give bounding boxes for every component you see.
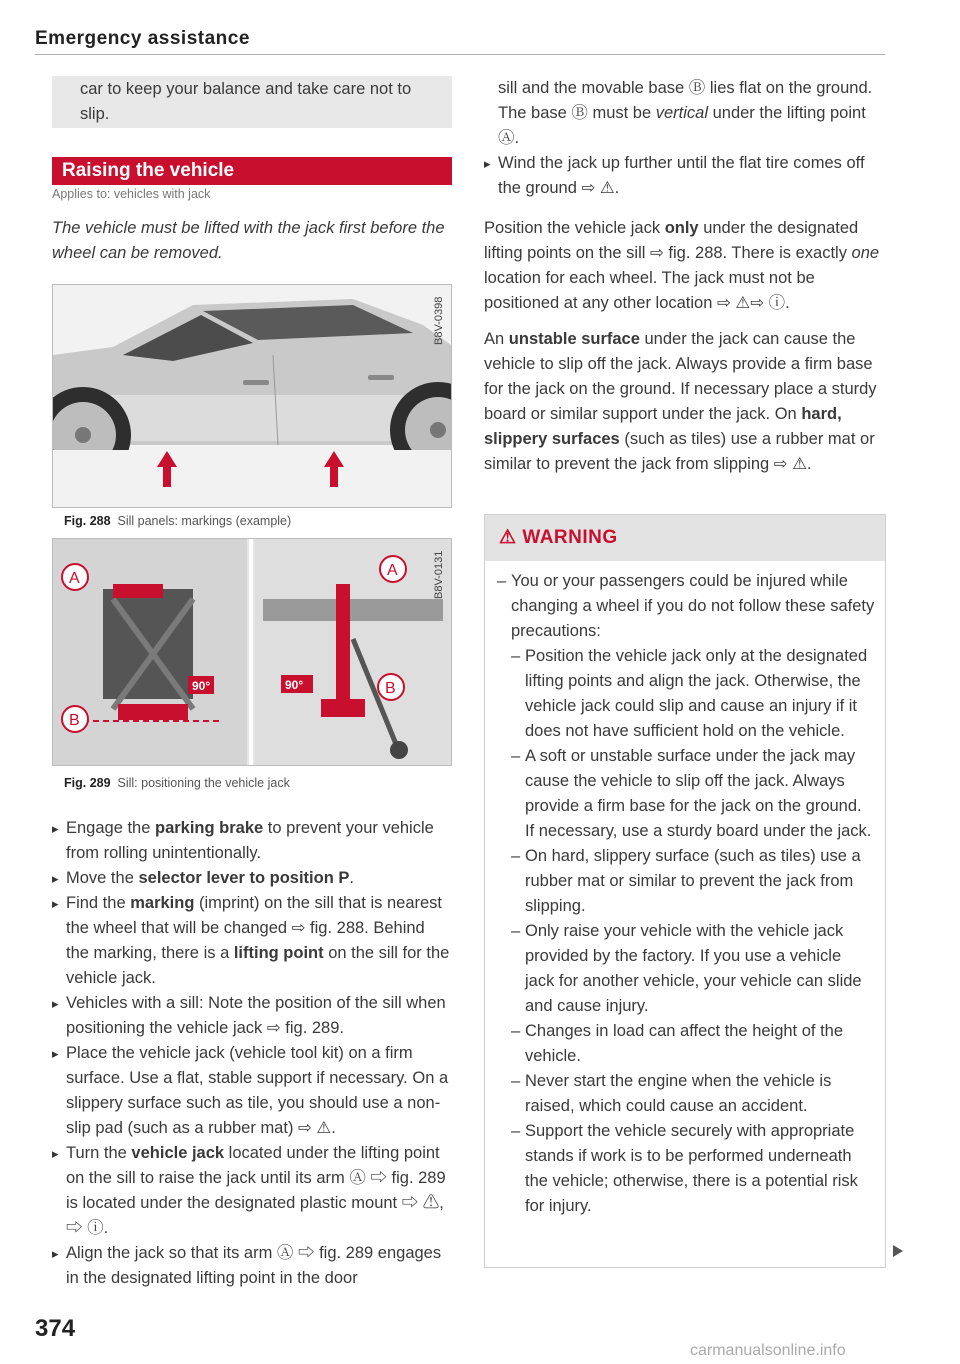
step-item: ▸ Turn the vehicle jack located under the lifting point on the sill to raise the jack until its arm Ⓐ ⇨ fig. 289 is located under the designated plastic mount ⇨ ⚠, ⇨ ⓘ. — [52, 1141, 452, 1241]
fig289-caption — [64, 776, 290, 790]
figure-288 — [52, 284, 452, 508]
section-lead: The vehicle must be lifted with the jack first before the wheel can be removed. — [52, 219, 445, 262]
warning-item: – Position the vehicle jack only at the designated lifting points and align the jack. Otherwise, the vehicle jack could slip and cause an injury if it does not have sufficient hold on the vehicle. — [497, 644, 875, 744]
step-item: ▸ Align the jack so that its arm Ⓐ ⇨ fig. 289 engages in the designated lifting point in the door — [52, 1241, 452, 1291]
warning-box — [484, 514, 886, 1268]
warning-triangle-icon: ⚠ — [499, 527, 517, 548]
step-item: ▸ Place the vehicle jack (vehicle tool kit) on a firm surface. Use a flat, stable support if necessary. On a slippery surface such as tile, you should use a non-slip pad (such as a rubber mat) ⇨ ⚠. — [52, 1041, 452, 1141]
warning-item: – On hard, slippery surface (such as tiles) use a rubber mat or similar to prevent the jack from slipping. — [497, 844, 875, 919]
page-number: 374 — [35, 1315, 76, 1342]
applies-to: Applies to: vehicles with jack — [52, 187, 211, 201]
continued-step: sill and the movable base Ⓑ lies flat on the ground. The base Ⓑ must be vertical under the lifting point Ⓐ. — [498, 79, 873, 147]
fig288-code: B8V-0398 — [433, 296, 445, 345]
warning-item: – Changes in load can affect the height of the vehicle. — [497, 1019, 875, 1069]
steps-list — [52, 816, 452, 1291]
unstable-paragraph: An unstable surface under the jack can cause the vehicle to slip off the jack. Always provide a firm base for the jack on the ground. If necessary place a sturdy board or similar support under the jack. On hard, slippery surfaces (such as tiles) use a rubber mat or similar to prevent the jack from slipping ⇨ ⚠. — [484, 330, 877, 473]
section-title: Raising the vehicle — [52, 157, 452, 185]
intro-text: car to keep your balance and take care not to slip. — [80, 80, 412, 123]
fig289-caption-text: Sill: positioning the vehicle jack — [117, 776, 290, 790]
callout-b-right: B — [385, 680, 396, 697]
step-item: ▸ Move the selector lever to position P. — [52, 866, 452, 891]
warning-item: – A soft or unstable surface under the jack may cause the vehicle to slip off the jack. Always provide a firm base for the jack on the ground. If necessary, use a sturdy board under the jack. — [497, 744, 875, 844]
continue-arrow-icon — [893, 1245, 903, 1257]
step-item: ▸ Find the marking (imprint) on the sill that is nearest the wheel that will be changed ⇨ fig. 288. Behind the marking, there is a lifting point on the sill for the vehicle jack. — [52, 891, 452, 991]
watermark: carmanualsonline.info — [690, 1342, 846, 1359]
fig289-label: Fig. 289 — [64, 776, 111, 790]
wind-step: ▸ Wind the jack up further until the flat tire comes off the ground ⇨ ⚠. — [484, 151, 886, 201]
page-header-title: Emergency assistance — [35, 28, 250, 49]
warning-body — [485, 561, 885, 1219]
car-side-illustration — [53, 285, 451, 507]
angle-label-right: 90° — [285, 678, 304, 692]
warning-item: – Only raise your vehicle with the vehicle jack provided by the factory. If you use a vehicle jack for another vehicle, your vehicle can slide and cause injury. — [497, 919, 875, 1019]
callout-a-right: A — [387, 562, 398, 579]
figure-289 — [52, 538, 452, 766]
warning-title: WARNING — [522, 527, 618, 548]
angle-label-left: 90° — [192, 679, 211, 693]
callout-b-left: B — [69, 712, 80, 729]
warning-intro: – You or your passengers could be injured while changing a wheel if you do not follow these safety precautions: — [497, 569, 875, 644]
warning-header — [485, 515, 885, 561]
warning-item: – Never start the engine when the vehicle is raised, which could cause an accident. — [497, 1069, 875, 1119]
step-item: ▸ Engage the parking brake to prevent your vehicle from rolling unintentionally. — [52, 816, 452, 866]
header-divider — [35, 54, 885, 55]
intro-box — [52, 76, 452, 128]
fig288-caption — [64, 514, 291, 528]
jack-positioning-illustration — [53, 539, 451, 765]
right-column-text — [484, 76, 886, 477]
warning-item: – Support the vehicle securely with appropriate stands if work is to be performed underneath the vehicle; otherwise, there is a potential risk for injury. — [497, 1119, 875, 1219]
fig289-code: B8V-0131 — [433, 550, 445, 599]
step-item: ▸ Vehicles with a sill: Note the position of the sill when positioning the vehicle jack ⇨ fig. 289. — [52, 991, 452, 1041]
warning-items — [497, 644, 875, 1219]
position-paragraph: Position the vehicle jack only under the designated lifting points on the sill ⇨ fig. 288. There is exactly one location for each wheel. The jack must not be positioned at any other location ⇨ ⚠⇨ ⓘ. — [484, 219, 880, 312]
callout-a-left: A — [69, 570, 80, 587]
fig288-label: Fig. 288 — [64, 514, 111, 528]
fig288-caption-text: Sill panels: markings (example) — [117, 514, 292, 528]
